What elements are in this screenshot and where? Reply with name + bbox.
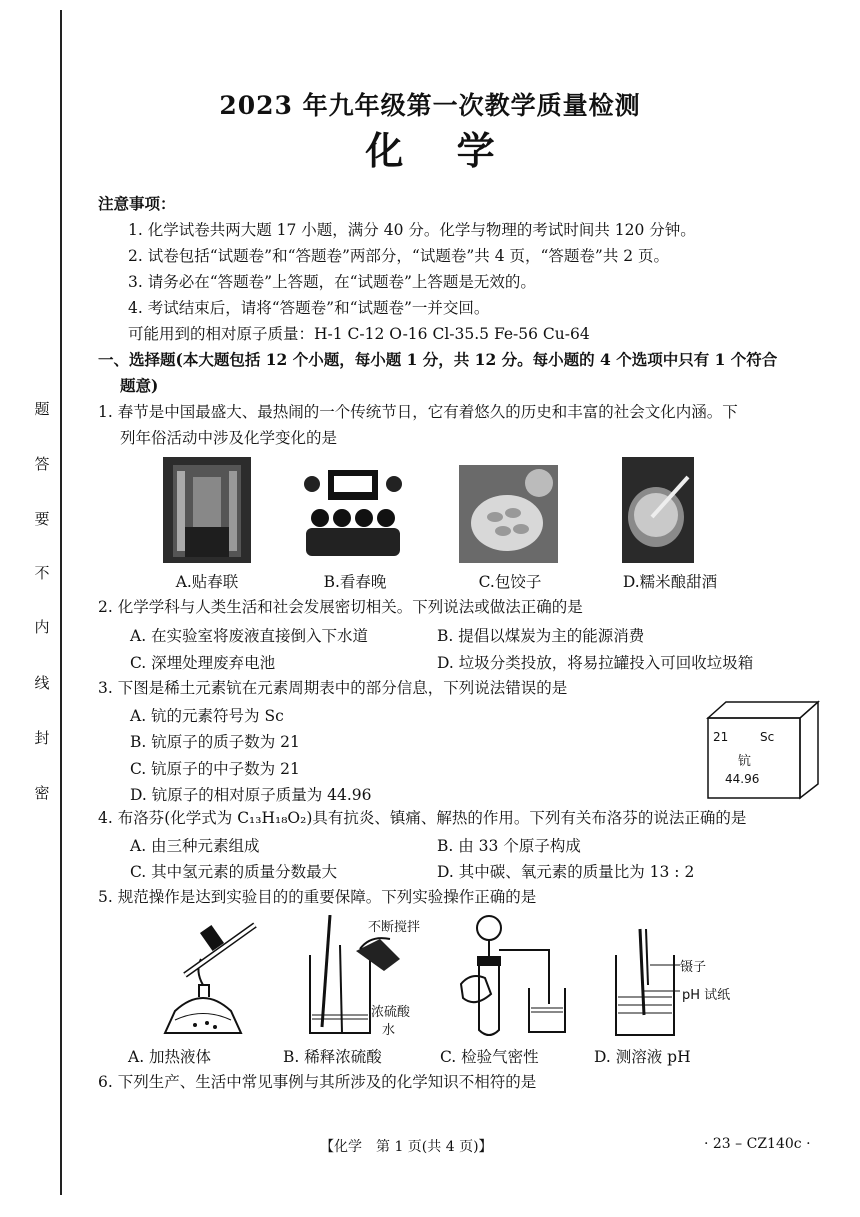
dumplings-image (459, 465, 558, 563)
option-b: B. 提倡以煤炭为主的能源消费 (437, 627, 645, 645)
element-mass: 44.96 (725, 772, 760, 786)
gala-image (298, 462, 408, 564)
binding-text: 内 (34, 618, 50, 636)
option-caption: C.包饺子 (478, 573, 542, 591)
option-a: A. 由三种元素组成 (130, 837, 260, 855)
option-caption: A.贴春联 (175, 573, 239, 591)
binding-text: 要 (34, 510, 50, 528)
option-caption: C. 检验气密性 (440, 1048, 539, 1066)
option-b: B. 钪原子的质子数为 21 (130, 733, 300, 751)
water-label: 水 (382, 1023, 396, 1038)
section-heading-cont: 题意) (120, 376, 159, 395)
airtightness-diagram (455, 912, 575, 1042)
ph-paper-label: pH 试纸 (682, 988, 731, 1003)
option-caption: B.看春晚 (323, 573, 387, 591)
subject-title: 化 学 (365, 128, 495, 173)
ph-test-diagram (610, 925, 690, 1040)
element-symbol: Sc (760, 730, 775, 744)
section-heading: 一、选择题(本大题包括 12 个小题，每小题 1 分，共 12 分。每小题的 4 个选项中只有 1 个符合 (98, 350, 778, 369)
option-a: A. 钪的元素符号为 Sc (130, 707, 284, 725)
rice-wine-image (622, 457, 694, 563)
question-stem: 4. 布洛芬(化学式为 C₁₃H₁₈O₂)具有抗炎、镇痛、解热的作用。下列有关布洛芬的说法正确的是 (98, 809, 747, 827)
atomic-masses: 可能用到的相对原子质量：H-1 C-12 O-16 Cl-35.5 Fe-56 Cu-64 (128, 325, 590, 343)
dumplings-photo (459, 465, 558, 563)
element-name: 钪 (738, 754, 752, 769)
question-stem: 6. 下列生产、生活中常见事例与其所涉及的化学知识不相符的是 (98, 1073, 537, 1091)
couplet-photo (163, 457, 251, 563)
binding-line (60, 10, 62, 1195)
element-number: 21 (713, 730, 729, 744)
note-item: 3. 请务必在“答题卷”上答题，在“试题卷”上答题是无效的。 (128, 273, 536, 291)
binding-text: 不 (34, 564, 50, 582)
heating-liquid-diagram (145, 915, 265, 1040)
option-caption: D. 测溶液 pH (594, 1048, 691, 1066)
option-b: B. 由 33 个原子构成 (437, 837, 581, 855)
paper-code: · 23 – CZ140c · (704, 1136, 811, 1152)
question-stem: 2. 化学学科与人类生活和社会发展密切相关。下列说法或做法正确的是 (98, 598, 583, 616)
option-d: D. 其中碳、氧元素的质量比为 13 : 2 (437, 863, 695, 881)
element-cube-outline (700, 700, 820, 800)
binding-text: 线 (34, 674, 50, 692)
binding-text: 密 (34, 784, 50, 802)
stir-label: 不断搅拌 (368, 920, 421, 935)
note-item: 1. 化学试卷共两大题 17 小题，满分 40 分。化学与物理的考试时间共 120 分钟。 (128, 221, 696, 239)
option-a: A. 在实验室将废液直接倒入下水道 (130, 627, 369, 645)
option-c: C. 其中氢元素的质量分数最大 (130, 863, 338, 881)
question-stem: 5. 规范操作是达到实验目的的重要保障。下列实验操作正确的是 (98, 888, 537, 906)
option-caption: B. 稀释浓硫酸 (283, 1048, 382, 1066)
option-caption: D.糯米酿甜酒 (622, 573, 718, 591)
binding-text: 答 (34, 455, 50, 473)
option-c: C. 深埋处理废弃电池 (130, 654, 276, 672)
question-stem-cont: 列年俗活动中涉及化学变化的是 (120, 429, 338, 447)
gala-illustration (298, 462, 408, 564)
acid-label: 浓硫酸 (371, 1005, 411, 1020)
page-footer: 【化学 第 1 页(共 4 页)】 (320, 1139, 493, 1155)
option-d: D. 钪原子的相对原子质量为 44.96 (130, 786, 372, 804)
question-stem: 3. 下图是稀土元素钪在元素周期表中的部分信息，下列说法错误的是 (98, 679, 568, 697)
binding-text: 封 (34, 729, 50, 747)
option-c: C. 钪原子的中子数为 21 (130, 760, 300, 778)
exam-title: 2023 年九年级第一次教学质量检测 (219, 91, 641, 120)
tweezers-label: 镊子 (680, 960, 707, 975)
couplet-image (163, 457, 251, 563)
question-stem: 1. 春节是中国最盛大、最热闹的一个传统节日，它有着悠久的历史和丰富的社会文化内涵。下 (98, 403, 738, 421)
rice-wine-photo (622, 457, 694, 563)
option-d: D. 垃圾分类投放，将易拉罐投入可回收垃圾箱 (437, 654, 754, 672)
option-caption: A. 加热液体 (128, 1048, 212, 1066)
notes-heading: 注意事项： (98, 194, 176, 213)
note-item: 2. 试卷包括“试题卷”和“答题卷”两部分，“试题卷”共 4 页，“答题卷”共 2 页。 (128, 247, 670, 265)
note-item: 4. 考试结束后，请将“答题卷”和“试题卷”一并交回。 (128, 299, 490, 317)
binding-text: 题 (34, 400, 50, 418)
